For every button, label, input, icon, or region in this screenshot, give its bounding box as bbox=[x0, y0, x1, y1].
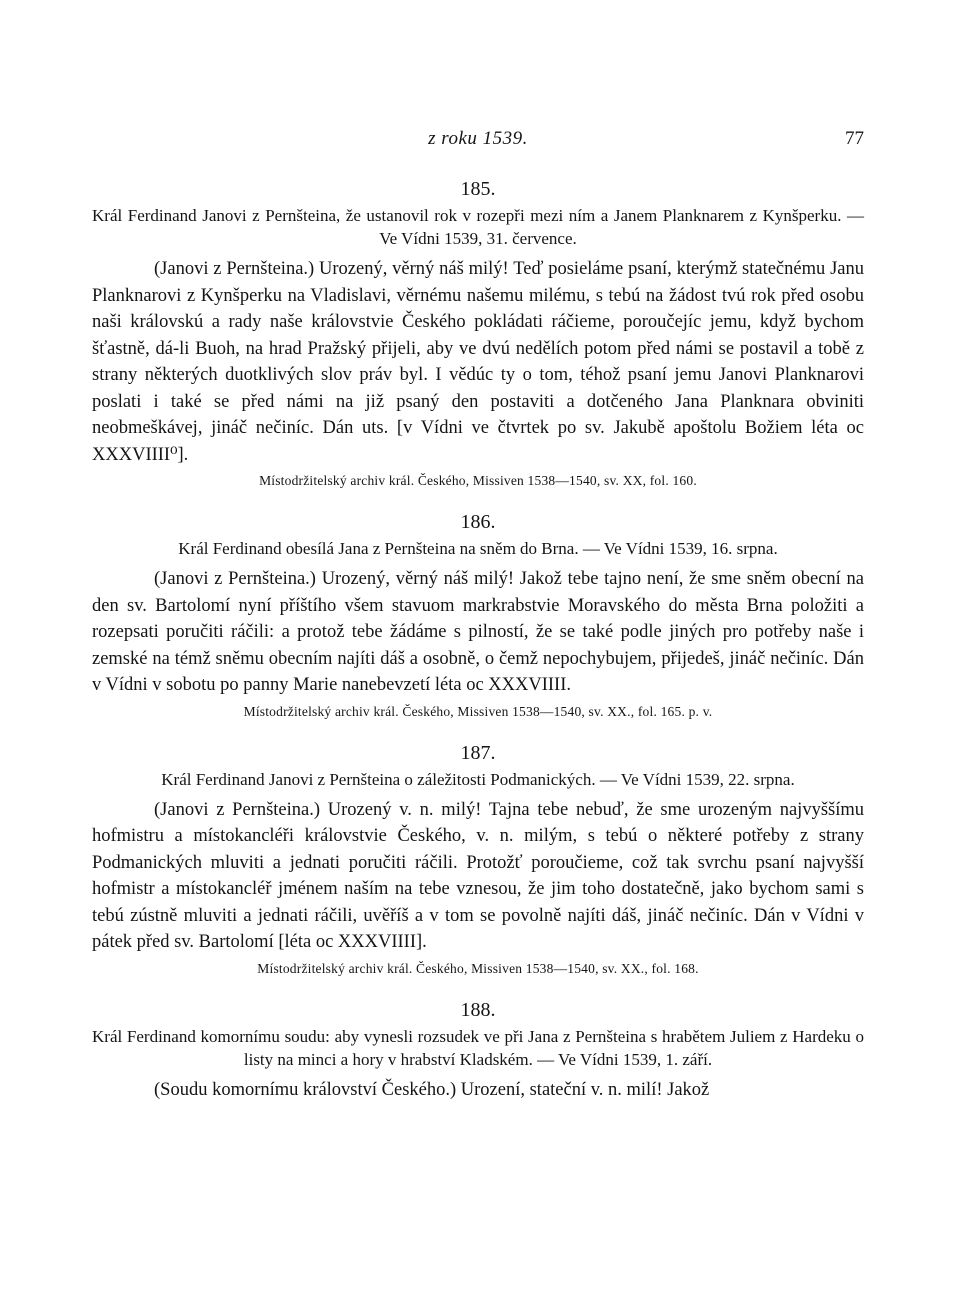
letter-text: (Janovi z Pernšteina.) Urozený, věrný náš milý! Teď posieláme psaní, kterýmž statečnému Janu Planknarovi z Kynšperku na Vladislavi, věrnému našemu milému, s tebú na žádost tvú rok před osobu naši královskú a rady naše královstvie Českého pokládati ráčieme, poroučejíc jemu, když bychom šťastně, dá-li Buoh, na hrad Pražský přijeli, aby ve dvú nedělích potom před námi se postavil a tobě z strany některých duotklivých slov práv byl. I vědúc ty o tom, téhož psaní jemu Janovi Planknarovi poslati i také se před námi na již psaný den postaviti a dotčeného Jana Planknara obviniti neobmeškávej, jináč nečiníc. Dán uts. [v Vídni ve čtvrtek po sv. Jakubě apoštolu Božiem léta oc XXXVIIII⁰]. bbox=[92, 259, 864, 465]
page-number: 77 bbox=[845, 128, 864, 149]
document-number: 185. bbox=[460, 178, 496, 200]
document-number: 186. bbox=[460, 511, 496, 533]
document-number: 187. bbox=[460, 741, 496, 764]
running-head-title: z roku 1539. bbox=[428, 128, 528, 149]
entry-187 bbox=[92, 738, 864, 979]
archive-source: Místodržitelský archiv král. Českého, Missiven 1538—1540, sv. XX., fol. 165. p. v. bbox=[243, 703, 713, 719]
archive-source: Místodržitelský archiv král. Českého, Missiven 1538—1540, sv. XX., fol. 168. bbox=[257, 960, 699, 976]
entry-186 bbox=[92, 507, 864, 722]
regest: Král Ferdinand komornímu soudu: aby vynesli rozsudek ve při Jana z Pernšteina s hrabětem Juliem z Hardeku o listy na minci a hory v hrabství Kladském. — Ve Vídni 1539, 1. září. bbox=[92, 1026, 864, 1069]
regest: Král Ferdinand obesílá Jana z Pernšteina na sněm do Brna. — Ve Vídni 1539, 16. srpna. bbox=[178, 539, 778, 558]
regest: Král Ferdinand Janovi z Pernšteina o záležitosti Podmanických. — Ve Vídni 1539, 22. srpna. bbox=[161, 769, 795, 789]
document-number: 188. bbox=[460, 998, 496, 1021]
regest: Král Ferdinand Janovi z Pernšteina, že ustanovil rok v rozepři mezi ním a Janem Planknarem z Kynšperku. — Ve Vídni 1539, 31. července. bbox=[92, 206, 864, 248]
running-head bbox=[92, 128, 864, 156]
letter-text: (Janovi z Pernšteina.) Urozený v. n. milý! Tajna tebe nebuď, že sme urozeným najvyššímu hofmistru a místokancléři královstvie Českého, v. n. milým, s tebú o některé potřeby z strany Podmanických mluviti a jednati poručiti ráčili. Protožť poroučieme, což tak svrchu psaní najvyšší hofmistr a místokancléř jménem naším na tebe vznesou, že jim toho dostatečně, jako bychom sami s tebú zústně mluviti a jednati ráčili, uvěříš a v tom se povolně najíti dáš, jináč nečiníc. Dán v Vídni v pátek před sv. Bartolomí [léta oc XXXVIIII]. bbox=[92, 799, 864, 952]
archive-source: Místodržitelský archiv král. Českého, Missiven 1538—1540, sv. XX, fol. 160. bbox=[259, 473, 697, 488]
document-body bbox=[92, 174, 864, 1119]
letter-text: (Soudu komornímu království Českého.) Urození, stateční v. n. milí! Jakož bbox=[154, 1079, 710, 1100]
letter-text: (Janovi z Pernšteina.) Urozený, věrný náš milý! Jakož tebe tajno není, že sme sněm obecní na den sv. Bartolomí nyní příštího všem stavuom markrabstvie Moravského do města Brna položiti a rozepsati poručiti ráčili: a protož tebe žádáme s pilností, že se také podle jiných pro potřeby naše i zemské na témž sněmu obecním najíti dáš a osobně, o čemž nepochybujem, přijedeš, jináč nečiníc. Dán v Vídni v sobotu po panny Marie nanebevzetí léta oc XXXVIIII. bbox=[92, 569, 864, 695]
entry-185 bbox=[92, 174, 864, 491]
entry-188 bbox=[92, 995, 864, 1104]
